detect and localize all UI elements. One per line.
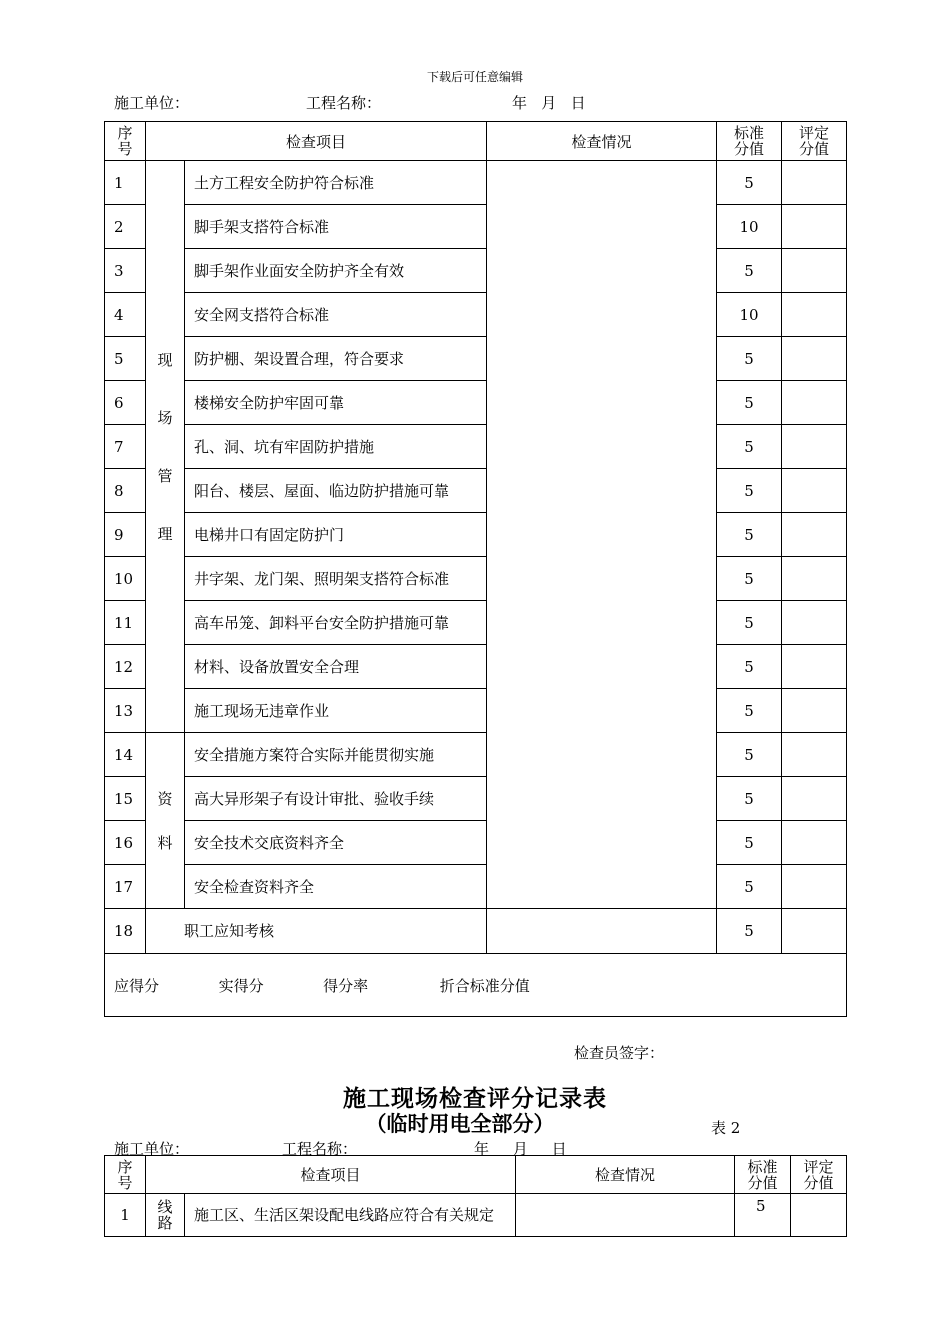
row-std-score: 5 (717, 337, 782, 381)
row-item: 脚手架支搭符合标准 (185, 205, 487, 249)
col-status-header: 检查情况 (487, 122, 717, 161)
row-item: 防护棚、架设置合理，符合要求 (185, 337, 487, 381)
row-score-cell[interactable] (782, 293, 847, 337)
row-item: 施工区、生活区架设配电线路应符合有关规定 (185, 1194, 516, 1237)
row-number: 6 (105, 381, 146, 425)
row-group: 线路 (146, 1194, 185, 1237)
inspector-signature-label: 检查员签字： (574, 1044, 665, 1062)
col-seq-header: 序号 (105, 1156, 146, 1194)
row-score-cell[interactable] (791, 1194, 847, 1237)
row-item: 安全技术交底资料齐全 (185, 821, 487, 865)
table-header-row (105, 1156, 847, 1194)
row-score-cell[interactable] (782, 161, 847, 205)
score-rate-label: 得分率 (323, 976, 369, 995)
group-char: 管 (157, 466, 173, 485)
status-cell[interactable] (487, 161, 717, 909)
row-number: 12 (105, 645, 146, 689)
row-std-score: 5 (735, 1194, 791, 1237)
col-std-header: 标准分值 (717, 122, 782, 161)
row-score-cell[interactable] (782, 425, 847, 469)
row-score-cell[interactable] (782, 205, 847, 249)
row-std-score: 5 (717, 557, 782, 601)
row-number: 16 (105, 821, 146, 865)
row-number: 2 (105, 205, 146, 249)
watermark-text: 下载后可任意编辑 (426, 70, 523, 84)
col-score-header: 评定分值 (791, 1156, 847, 1194)
table-header-row (105, 122, 847, 161)
table-row (105, 909, 847, 954)
status-cell[interactable] (516, 1194, 735, 1237)
row-item: 施工现场无违章作业 (185, 689, 487, 733)
row-number: 4 (105, 293, 146, 337)
group-char: 资 (157, 789, 173, 808)
table-row (105, 601, 847, 645)
row-score-cell[interactable] (782, 865, 847, 909)
table-row (105, 777, 847, 821)
row-item: 孔、洞、坑有牢固防护措施 (185, 425, 487, 469)
group-char: 料 (157, 833, 173, 852)
date-label: 年 月 日 (512, 94, 586, 112)
row-item: 电梯井口有固定防护门 (185, 513, 487, 557)
row-std-score: 5 (717, 161, 782, 205)
construction-unit-label: 施工单位： (114, 94, 190, 112)
date-label: 年 月 日 (474, 1140, 567, 1158)
table-row (105, 733, 847, 777)
col-item-header: 检查项目 (146, 1156, 516, 1194)
table-row (105, 469, 847, 513)
row-score-cell[interactable] (782, 381, 847, 425)
row-number: 14 (105, 733, 146, 777)
table-row (105, 645, 847, 689)
row-std-score: 5 (717, 689, 782, 733)
row-std-score: 5 (717, 909, 782, 954)
row-std-score: 5 (717, 425, 782, 469)
table-number-label: 表 2 (711, 1119, 741, 1137)
table-row (105, 249, 847, 293)
row-std-score: 5 (717, 645, 782, 689)
row-score-cell[interactable] (782, 645, 847, 689)
row-std-score: 5 (717, 381, 782, 425)
row-number: 8 (105, 469, 146, 513)
row-score-cell[interactable] (782, 469, 847, 513)
row-number: 13 (105, 689, 146, 733)
row-number: 1 (105, 1194, 146, 1237)
actual-score-label: 实得分 (218, 976, 264, 995)
row-score-cell[interactable] (782, 601, 847, 645)
row-item: 土方工程安全防护符合标准 (185, 161, 487, 205)
table-row (105, 865, 847, 909)
row-std-score: 10 (717, 205, 782, 249)
row-score-cell[interactable] (782, 689, 847, 733)
table-row (105, 513, 847, 557)
table-row (105, 161, 847, 205)
row-score-cell[interactable] (782, 777, 847, 821)
col-item-header: 检查项目 (146, 122, 487, 161)
row-number: 5 (105, 337, 146, 381)
table-row (105, 821, 847, 865)
table-row (105, 689, 847, 733)
summary-row (105, 954, 847, 1017)
row-item: 材料、设备放置安全合理 (185, 645, 487, 689)
col-seq-header: 序号 (105, 122, 146, 161)
inspection-table-2 (104, 1155, 847, 1237)
group-char: 场 (157, 408, 173, 427)
project-name-label: 工程名称： (306, 94, 382, 112)
row-item: 脚手架作业面安全防护齐全有效 (185, 249, 487, 293)
row-number: 18 (105, 909, 146, 954)
table-row (105, 1194, 847, 1237)
row-number: 9 (105, 513, 146, 557)
group-site-management (146, 161, 185, 733)
row-std-score: 5 (717, 865, 782, 909)
row-score-cell[interactable] (782, 733, 847, 777)
row-item: 安全网支搭符合标准 (185, 293, 487, 337)
row-score-cell[interactable] (782, 249, 847, 293)
construction-unit-label: 施工单位： (114, 1140, 190, 1158)
group-documents (146, 733, 185, 909)
row-item: 高大异形架子有设计审批、验收手续 (185, 777, 487, 821)
row-std-score: 5 (717, 601, 782, 645)
row-score-cell[interactable] (782, 513, 847, 557)
form-subtitle: （临时用电全部分） (365, 1111, 555, 1136)
row-item: 高车吊笼、卸料平台安全防护措施可靠 (185, 601, 487, 645)
row-number: 17 (105, 865, 146, 909)
table-row (105, 381, 847, 425)
row-score-cell[interactable] (782, 337, 847, 381)
standard-score-label: 折合标准分值 (439, 976, 530, 995)
row-number: 7 (105, 425, 146, 469)
table-row (105, 425, 847, 469)
row-std-score: 5 (717, 821, 782, 865)
row-number: 10 (105, 557, 146, 601)
row-item: 安全措施方案符合实际并能贯彻实施 (185, 733, 487, 777)
group-char: 理 (157, 524, 173, 543)
project-name-label: 工程名称： (282, 1140, 358, 1158)
row-item: 楼梯安全防护牢固可靠 (185, 381, 487, 425)
col-std-header: 标准分值 (735, 1156, 791, 1194)
form-title: 施工现场检查评分记录表 (343, 1085, 607, 1112)
expected-score-label: 应得分 (114, 976, 160, 995)
row-item: 井字架、龙门架、照明架支搭符合标准 (185, 557, 487, 601)
table-row (105, 205, 847, 249)
group-char: 现 (157, 350, 173, 369)
table-row (105, 293, 847, 337)
row-item: 职工应知考核 (146, 909, 487, 954)
row-std-score: 10 (717, 293, 782, 337)
col-status-header: 检查情况 (516, 1156, 735, 1194)
row-number: 1 (105, 161, 146, 205)
row-item: 安全检查资料齐全 (185, 865, 487, 909)
row-item: 阳台、楼层、屋面、临边防护措施可靠 (185, 469, 487, 513)
summary-cell (105, 954, 847, 1017)
row-number: 11 (105, 601, 146, 645)
inspection-table-1 (104, 121, 847, 1017)
row-std-score: 5 (717, 733, 782, 777)
row-number: 3 (105, 249, 146, 293)
row-std-score: 5 (717, 469, 782, 513)
row-std-score: 5 (717, 513, 782, 557)
row-std-score: 5 (717, 777, 782, 821)
col-score-header: 评定分值 (782, 122, 847, 161)
row-number: 15 (105, 777, 146, 821)
table-row (105, 337, 847, 381)
row-std-score: 5 (717, 249, 782, 293)
row-score-cell[interactable] (782, 557, 847, 601)
status-cell[interactable] (487, 909, 717, 954)
table-row (105, 557, 847, 601)
row-score-cell[interactable] (782, 909, 847, 954)
row-score-cell[interactable] (782, 821, 847, 865)
